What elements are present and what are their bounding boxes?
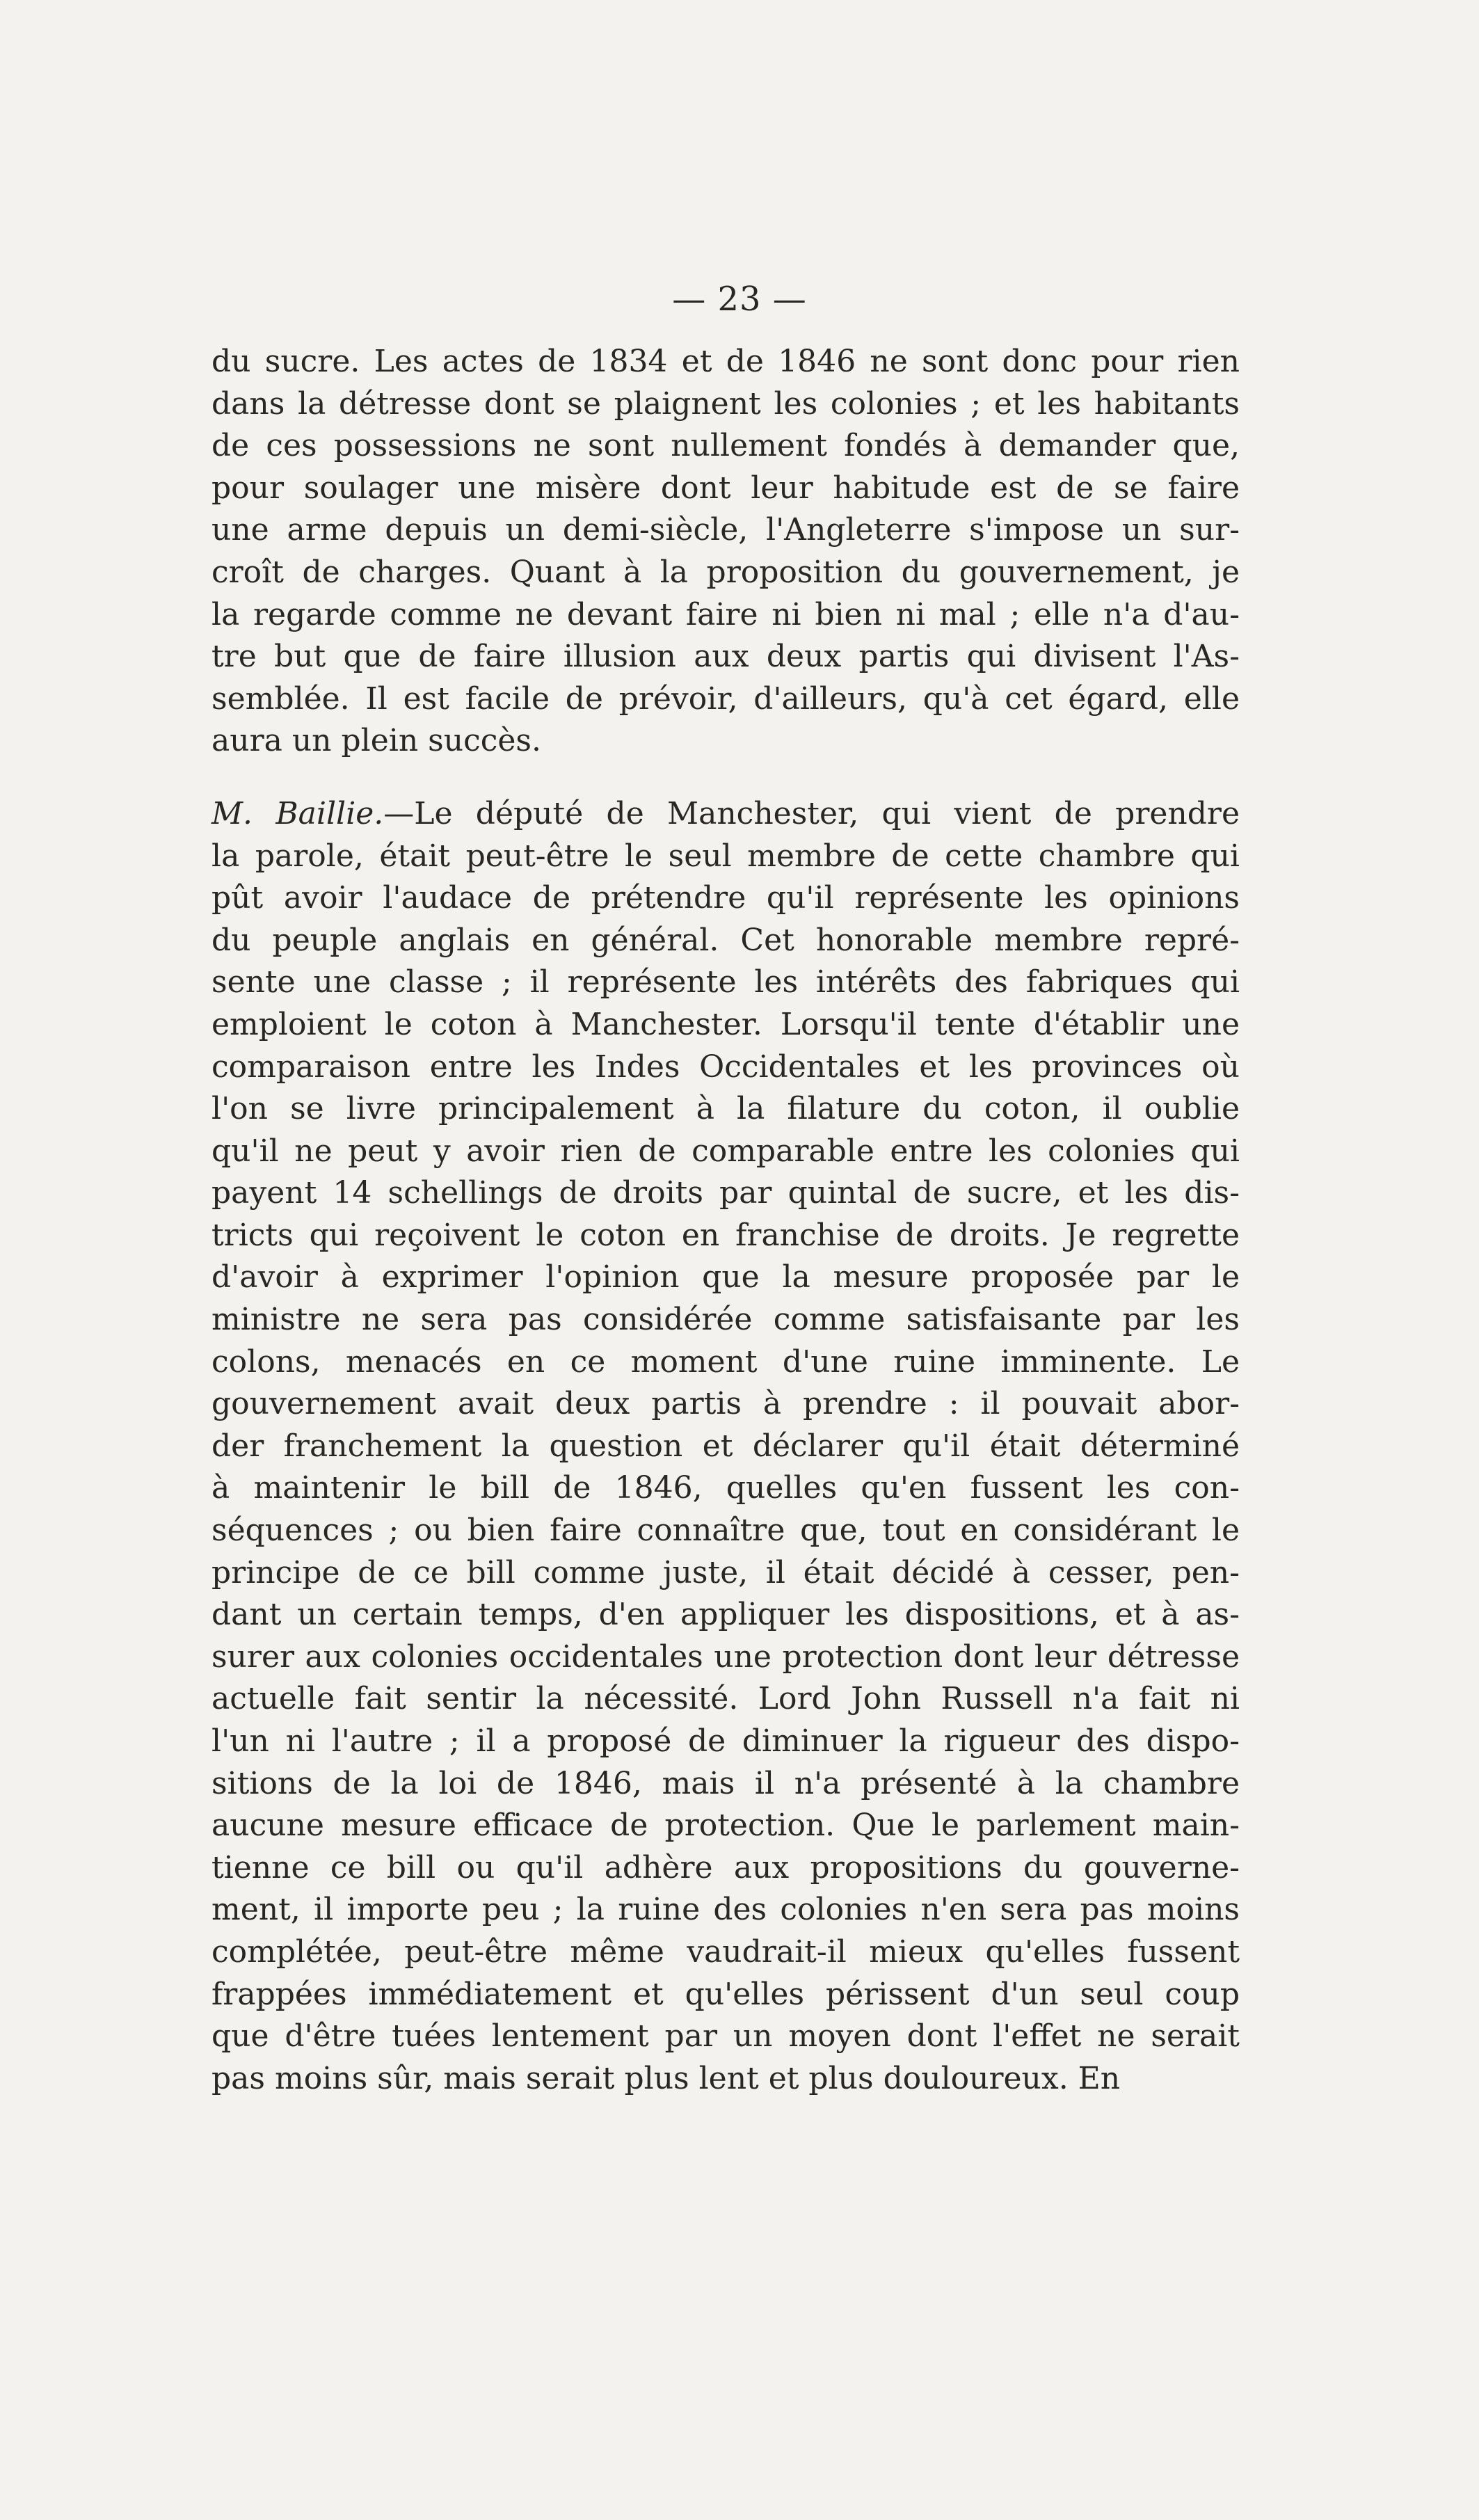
text-line: du peuple anglais en général. Cet honorable membre repré-	[211, 922, 1240, 958]
text-line: tienne ce bill ou qu'il adhère aux propositions du gouverne-	[211, 1849, 1240, 1885]
text-line: à maintenir le bill de 1846, quelles qu'en fussent les con-	[211, 1470, 1240, 1506]
text-line: tre but que de faire illusion aux deux partis qui divisent l'As-	[211, 639, 1240, 675]
paragraph-1	[211, 341, 1240, 763]
text-line: comparaison entre les Indes Occidentales et les provinces où	[211, 1048, 1240, 1085]
text-line: sitions de la loi de 1846, mais il n'a présenté à la chambre	[211, 1765, 1240, 1801]
text-line: frappées immédiatement et qu'elles périssent d'un seul coup	[211, 1976, 1240, 2012]
text-line: principe de ce bill comme juste, il était décidé à cesser, pen-	[211, 1554, 1240, 1590]
text-line: qu'il ne peut y avoir rien de comparable entre les colonies qui	[211, 1133, 1240, 1169]
text-line: du sucre. Les actes de 1834 et de 1846 ne sont donc pour rien	[211, 344, 1240, 379]
text-line: d'avoir à exprimer l'opinion que la mesure proposée par le	[211, 1259, 1240, 1295]
text-line: aucune mesure efficace de protection. Que le parlement main-	[211, 1808, 1240, 1844]
text-line: emploient le coton à Manchester. Lorsqu'il tente d'établir une	[211, 1006, 1240, 1042]
text-line: l'on se livre principalement à la filature du coton, il oublie	[211, 1091, 1240, 1127]
body-text	[211, 341, 1240, 2100]
text-line: dans la détresse dont se plaignent les colonies ; et les habitants	[211, 385, 1240, 422]
text-line: surer aux colonies occidentales une protection dont leur détresse	[211, 1638, 1240, 1675]
paragraph-gap	[211, 763, 1240, 793]
text-line: ment, il importe peu ; la ruine des colonies n'en sera pas moins	[211, 1892, 1240, 1928]
text-line: complétée, peut-être même vaudrait-il mieux qu'elles fussent	[211, 1933, 1240, 1970]
text-line: pour soulager une misère dont leur habitude est de se faire	[211, 470, 1240, 506]
text-line: l'un ni l'autre ; il a proposé de diminuer la rigueur des dispo-	[211, 1723, 1240, 1759]
text-line: actuelle fait sentir la nécessité. Lord John Russell n'a fait ni	[211, 1681, 1240, 1717]
text-line: croît de charges. Quant à la proposition du gouvernement, je	[211, 554, 1240, 590]
text-line: pût avoir l'audace de prétendre qu'il représente les opinions	[211, 880, 1240, 916]
paragraph-2-first-line	[211, 793, 1240, 836]
text-line: der franchement la question et déclarer qu'il était déterminé	[211, 1428, 1240, 1464]
text-line: semblée. Il est facile de prévoir, d'ailleurs, qu'à cet égard, elle	[211, 680, 1240, 717]
text-line: que d'être tuées lentement par un moyen dont l'effet ne serait	[211, 2018, 1240, 2055]
paragraph-2	[211, 793, 1240, 2100]
speaker-name: M. Baillie.	[211, 795, 384, 831]
text-line: ministre ne sera pas considérée comme satisfaisante par les	[211, 1302, 1240, 1338]
text-line: la parole, était peut-être le seul membre de cette chambre qui	[211, 838, 1240, 874]
text-line: aura un plein succès.	[211, 723, 541, 759]
text-line: tricts qui reçoivent le coton en franchise de droits. Je regrette	[211, 1217, 1240, 1253]
text-line: colons, menacés en ce moment d'une ruine imminente. Le	[211, 1343, 1240, 1380]
text-line: gouvernement avait deux partis à prendre : il pouvait abor-	[211, 1386, 1240, 1422]
text-line: payent 14 schellings de droits par quintal de sucre, et les dis-	[211, 1175, 1240, 1211]
text-line: de ces possessions ne sont nullement fondés à demander que,	[211, 428, 1240, 464]
text-line: pas moins sûr, mais serait plus lent et plus douloureux. En	[211, 2060, 1121, 2096]
text-line: séquences ; ou bien faire connaître que, tout en considérant le	[211, 1513, 1240, 1549]
page-number: — 23 —	[672, 280, 807, 319]
text-line: sente une classe ; il représente les intérêts des fabriques qui	[211, 964, 1240, 1000]
speaker-text: —Le député de Manchester, qui vient de prendre	[383, 795, 1240, 831]
text-line: dant un certain temps, d'en appliquer les dispositions, et à as-	[211, 1597, 1240, 1633]
text-line: la regarde comme ne devant faire ni bien ni mal ; elle n'a d'au-	[211, 596, 1240, 632]
text-line: une arme depuis un demi-siècle, l'Angleterre s'impose un sur-	[211, 512, 1240, 548]
